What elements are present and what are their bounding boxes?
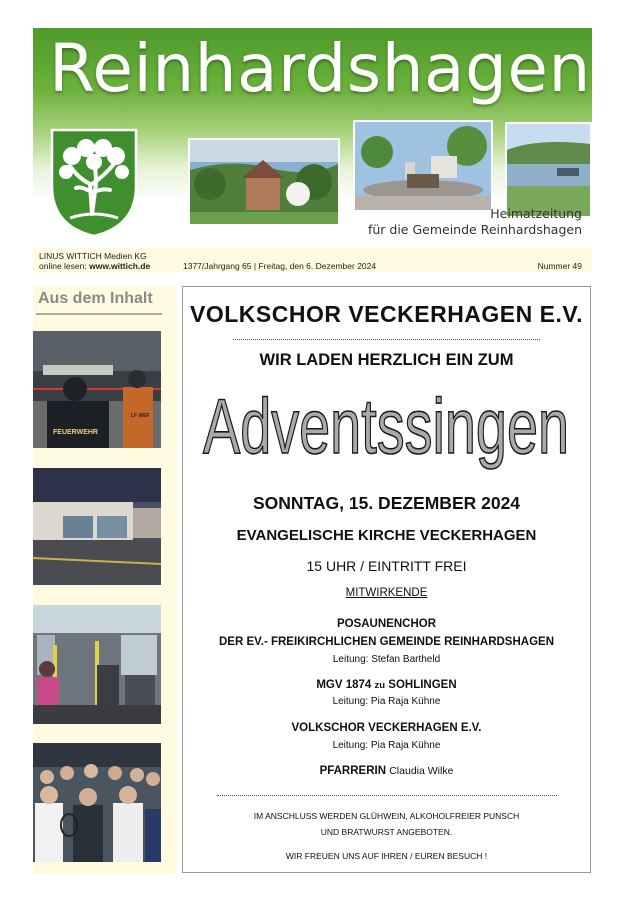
river-photo xyxy=(505,122,592,218)
performer-1-name: POSAUNENCHOR xyxy=(336,618,437,630)
performer-3-leader: Leitung: Pia Raja Kühne xyxy=(332,740,441,751)
publisher-name: LINUS WITTICH Medien KG xyxy=(39,251,147,261)
tagline-line-2: für die Gemeinde Reinhardshagen xyxy=(367,222,582,237)
performer-1-leader: Leitung: Stefan Bartheld xyxy=(332,654,441,665)
building-image xyxy=(33,468,161,585)
square-photo xyxy=(353,120,493,212)
event-flyer xyxy=(182,286,591,873)
performer-2-name-rest: SOHLINGEN xyxy=(388,679,457,691)
contents-thumb-firefighters[interactable] xyxy=(33,331,161,448)
flyer-footer-line-1: IM ANSCHLUSS WERDEN GLÜHWEIN, ALKOHOLFREIER PUNSCH xyxy=(253,811,520,821)
performer-1-name-line-2: DER EV.- FREIKIRCHLICHEN GEMEINDE REINHARDSHAGEN xyxy=(218,636,555,648)
bus-interior-image xyxy=(33,605,161,724)
flyer-bottom-divider xyxy=(217,795,557,796)
event-venue: EVANGELISCHE KIRCHE VECKERHAGEN xyxy=(236,527,537,544)
firefighter-vest-text-2: LF WEF xyxy=(131,413,150,419)
flyer-footer-line-2: UND BRATWURST ANGEBOTEN. xyxy=(320,827,453,837)
flyer-event-name xyxy=(183,373,590,473)
flyer-closing: WIR FREUEN UNS AUF IHREN / EUREN BESUCH ! xyxy=(285,851,488,861)
online-url-link[interactable]: www.wittich.de xyxy=(89,261,151,271)
sidebar-title: Aus dem Inhalt xyxy=(38,290,153,307)
church-landscape-image xyxy=(190,140,338,224)
event-name-text: Adventssingen xyxy=(203,382,569,470)
performer-3-name: VOLKSCHOR VECKERHAGEN E.V. xyxy=(291,722,482,734)
issue-number: Nummer 49 xyxy=(537,261,582,271)
contents-thumb-group[interactable] xyxy=(33,743,161,862)
performer-2-name: MGV 1874 xyxy=(316,679,372,691)
river-landscape-image xyxy=(507,124,590,216)
online-line xyxy=(39,261,150,271)
performer-4-title: PFARRERIN xyxy=(319,765,387,777)
flyer-top-divider xyxy=(233,339,540,340)
online-label: online lesen: xyxy=(39,261,87,271)
sidebar-divider xyxy=(36,313,162,315)
church-photo xyxy=(188,138,340,226)
performer-2-leader: Leitung: Pia Raja Kühne xyxy=(332,696,441,707)
masthead-banner xyxy=(33,28,592,246)
issue-date: 1377/Jahrgang 65 | Freitag, den 6. Dezember 2024 xyxy=(183,261,377,271)
contents-sidebar xyxy=(33,286,177,874)
performers-heading: MITWIRKENDE xyxy=(345,587,428,599)
tagline-line-1: Heimatzeitung xyxy=(490,206,582,221)
flyer-organization-title: VOLKSCHOR VECKERHAGEN E.V. xyxy=(190,301,583,327)
town-square-image xyxy=(355,122,491,210)
flyer-invitation: WIR LADEN HERZLICH EIN ZUM xyxy=(259,351,514,369)
tennis-group-image xyxy=(33,743,161,862)
performer-2-name-small: zu xyxy=(374,680,386,691)
masthead-title: Reinhardshagen xyxy=(49,30,591,107)
performer-2-name-line xyxy=(183,679,590,691)
event-date: SONNTAG, 15. DEZEMBER 2024 xyxy=(252,493,521,513)
contents-thumb-bus[interactable] xyxy=(33,605,161,724)
performer-4-person: Claudia Wilke xyxy=(389,765,454,777)
coat-of-arms-icon xyxy=(48,126,140,238)
masthead-tagline xyxy=(368,206,582,238)
contents-thumb-building[interactable] xyxy=(33,468,161,585)
issue-info-bar xyxy=(33,248,592,272)
publisher-block xyxy=(39,251,150,271)
event-time: 15 UHR / EINTRITT FREI xyxy=(306,558,467,574)
firefighter-vest-text: FEUERWEHR xyxy=(53,429,98,436)
performer-4-line xyxy=(183,765,590,777)
